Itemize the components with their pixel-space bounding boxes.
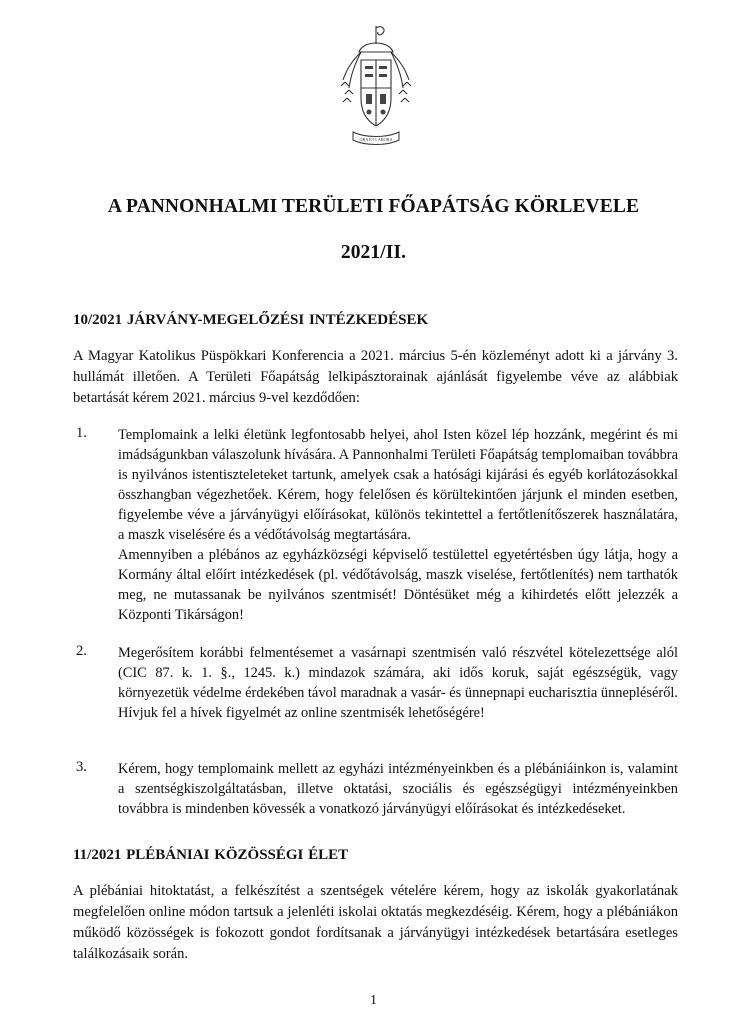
list-item-paragraph: Megerősítem korábbi felmentésemet a vasárnapi szentmisén való részvétel kötelezettsége alól (CIC 87. k. 1. §., 1245. k.) mindazok számára, aki idős koruk, saját egészségük, vagy környezetük védelme érdekében távol maradnak a vasár- és ünnepnapi eucharisztia ünnepléséről. Hívjuk fel a hívek figyelmét az online szentmisék lehetőségére! [118, 645, 678, 721]
abbey-coat-of-arms-icon [337, 22, 415, 148]
list-item-number: 3. [76, 759, 87, 775]
document-title: A PANNONHALMI TERÜLETI FŐAPÁTSÁG KÖRLEVELE [107, 196, 640, 217]
page-number: 1 [370, 993, 377, 1008]
document-subtitle: 2021/II. [340, 242, 407, 263]
list-item-body [118, 425, 678, 625]
section-heading-10-2021: 10/2021 JÁRVÁNY-MEGELŐZÉSI INTÉZKEDÉSEK [73, 312, 429, 328]
section-heading-11-2021: 11/2021 PLÉBÁNIAI KÖZÖSSÉGI ÉLET [73, 847, 349, 863]
list-item-body [118, 759, 678, 819]
seal-motto: ORA ET LABORA [359, 137, 393, 142]
list-item-paragraph: Templomaink a lelki életünk legfontosabb helyei, ahol Isten közel lép hozzánk, megérint és mi imádságunkban válaszolunk hívására. A Pannonhalmi Területi Főapátság templomaiban továbbra is nyilvános istentiszteleteket tartunk, amelyek csak a hatósági kijárási és egyéb korlátozásokkal összhangban végezhetőek. Kérem, hogy felelősen és körültekintően járjunk el minden esetben, figyelembe véve a járványügyi előírásokat, különös tekintettel a fertőtlenítőszerek használatára, a maszk viselésére és a védőtávolság megtartására. [118, 427, 678, 543]
list-item-body [118, 643, 678, 723]
section-intro-paragraph: A Magyar Katolikus Püspökkari Konferencia a 2021. március 5-én közleményt adott ki a járvány 3. hullámát illetően. A Területi Főapátság lelkipásztorainak ajánlását figyelembe véve az alábbiak betartását kérem 2021. március 9-vel kezdődően: [73, 348, 678, 406]
list-item-paragraph: Kérem, hogy templomaink mellett az egyházi intézményeinkben és a plébániáinkon is, valamint a szentségkiszolgáltatásban, illetve oktatási, szociális és egészségügyi intézményeinkben továbbra is mindenben kövessék a vonatkozó járványügyi előírásokat és intézkedéseket. [118, 761, 678, 817]
list-item-number: 2. [76, 643, 87, 659]
section-intro-paragraph: A plébániai hitoktatást, a felkészítést a szentségek vételére kérem, hogy az iskolák gyakorlatának megfelelően online módon tartsuk a jelenléti iskolai oktatás megkezdéséig. Kérem, hogy a plébániákon működő közösségek is fokozott gondot fordítsanak a járványügyi intézkedések betartására esetleges találkozásaik során. [73, 883, 678, 962]
list-item-number: 1. [76, 425, 87, 441]
list-item-paragraph: Amennyiben a plébános az egyházközségi képviselő testülettel egyetértésben úgy látja, hogy a Kormány által előírt intézkedések (pl. védőtávolság, maszk viselése, fertőtlenítés) nem tarthatók meg, ne mutassanak be nyilvános szentmisét! Döntésüket még a kihirdetés előtt jelezzék a Központi Tikárságon! [118, 547, 678, 623]
